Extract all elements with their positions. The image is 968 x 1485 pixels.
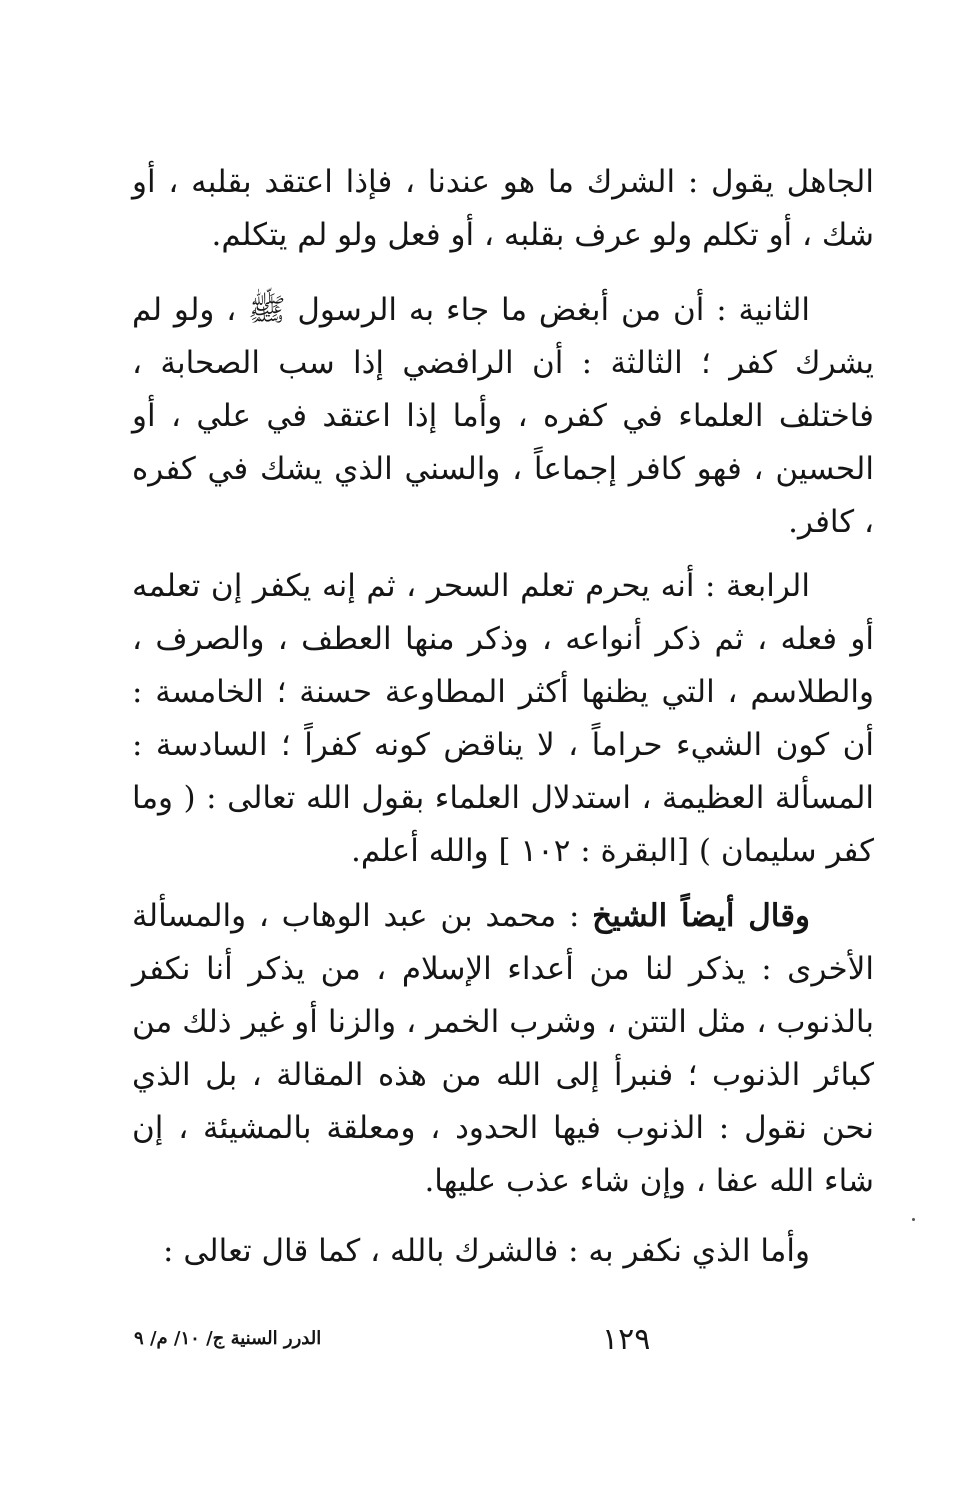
paragraph-3: الرابعة : أنه يحرم تعلم السحر ، ثم إنه يكفر إن تعلمه أو فعله ، ثم ذكر أنواعه ، وذكر منها العطف ، والصرف ، والطلاسم ، التي يظنها أكثر المطاوعة حسنة ؛ الخامسة : أن كون الشيء حراماً ، لا يناقض كونه كفراً ؛ السادسة : المسألة العظيمة ، استدلال العلماء بقول الله تعالى : ( وما كفر سليمان ) [البقرة : ١٠٢ ] والله أعلم. bbox=[132, 568, 874, 869]
scan-speck bbox=[912, 1218, 915, 1221]
paragraph-5: وأما الذي نكفر به : فالشرك بالله ، كما قال تعالى : bbox=[163, 1233, 810, 1269]
page-footer bbox=[132, 1322, 874, 1362]
source-reference: الدرر السنية ج/ ١٠/ م/ ٩ bbox=[134, 1328, 322, 1349]
paragraph-2: الثانية : أن من أبغض ما جاء به الرسول ﷺ ، ولو لم يشرك كفر ؛ الثالثة : أن الرافضي إذا سب الصحابة ، فاختلف العلماء في كفره ، وأما إذا اعتقد في علي ، أو الحسين ، فهو كافر إجماعاً ، والسني الذي يشك في كفره ، كافر. bbox=[132, 292, 874, 540]
paragraph-1: الجاهل يقول : الشرك ما هو عندنا ، فإذا اعتقد بقلبه ، أو شك ، أو تكلم ولو عرف بقلبه ، أو فعل ولو لم يتكلم. bbox=[132, 164, 874, 253]
page-number: ١٢٩ bbox=[602, 1322, 651, 1357]
paragraph-4-lead: وقال أيضاً الشيخ bbox=[592, 898, 810, 934]
paragraph-4-body: : محمد بن عبد الوهاب ، والمسألة الأخرى : يذكر لنا من أعداء الإسلام ، من يذكر أنا نكفر بالذنوب ، مثل التتن ، وشرب الخمر ، والزنا أو غير ذلك من كبائر الذنوب ؛ فنبرأ إلى الله من هذه المقالة ، بل الذي نحن نقول : الذنوب فيها الحدود ، ومعلقة بالمشيئة ، إن شاء الله عفا ، وإن شاء عذب عليها. bbox=[132, 898, 874, 1199]
paragraph-4 bbox=[132, 890, 874, 1208]
